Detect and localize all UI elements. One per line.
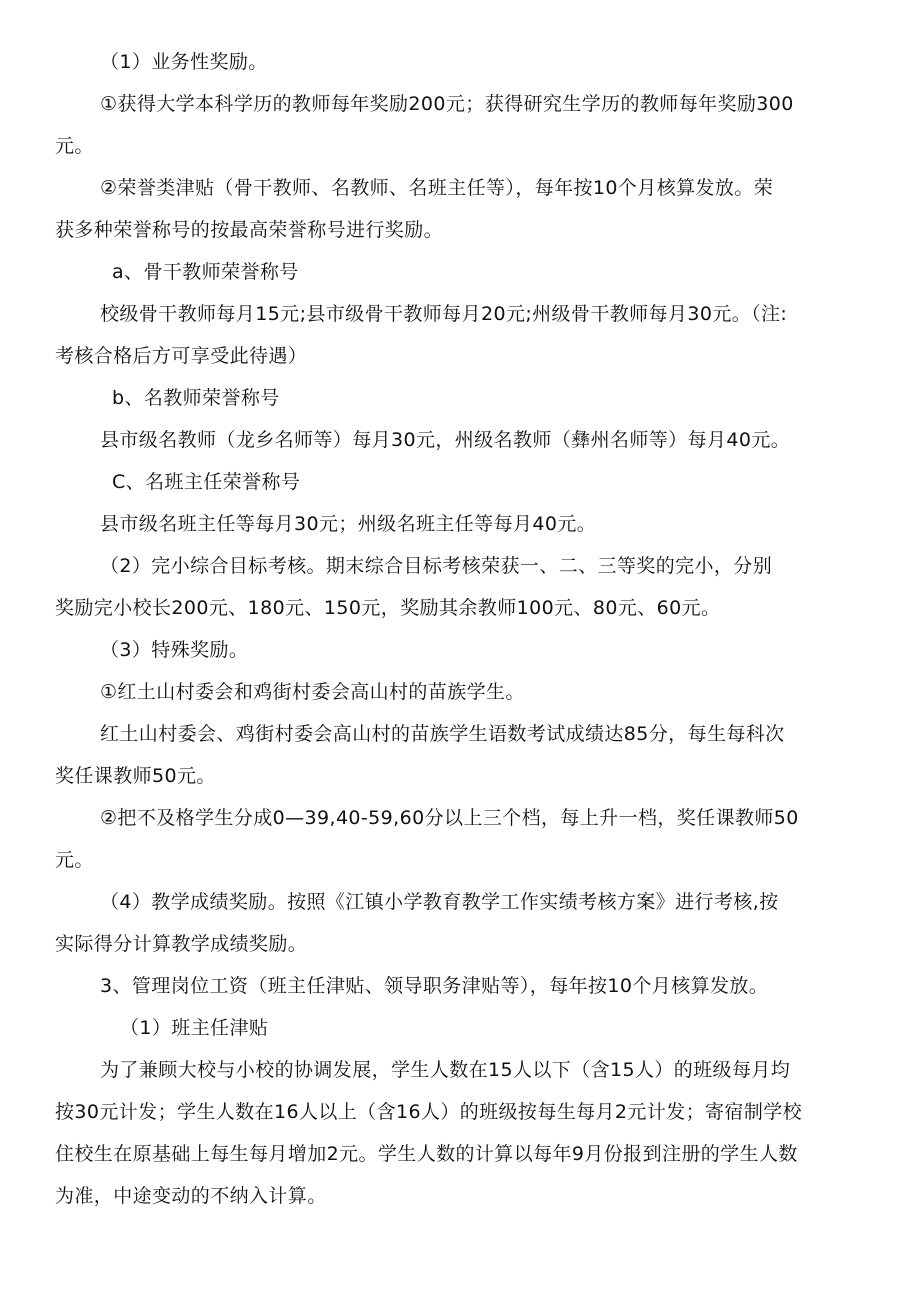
paragraph-line: 获多种荣誉称号的按最高荣誉称号进行奖励。 — [55, 219, 444, 241]
paragraph-line: ①获得大学本科学历的教师每年奖励200元；获得研究生学历的教师每年奖励300 — [100, 93, 794, 115]
subheading-c: C、名班主任荣誉称号 — [112, 471, 301, 493]
subheading-a: a、骨干教师荣誉称号 — [112, 261, 299, 283]
paragraph-line: 为准，中途变动的不纳入计算。 — [55, 1185, 327, 1207]
paragraph-line: ②把不及格学生分成0—39,40-59,60分以上三个档，每上升一档，奖任课教师50 — [100, 807, 799, 829]
paragraph-line: 县市级名教师（龙乡名师等）每月30元，州级名教师（彝州名师等）每月40元。 — [100, 429, 791, 451]
paragraph-line: 奖任课教师50元。 — [55, 765, 216, 787]
paragraph-line: 实际得分计算教学成绩奖励。 — [55, 933, 308, 955]
paragraph-line: 考核合格后方可享受此待遇） — [55, 345, 308, 367]
paragraph-line: ②荣誉类津贴（骨干教师、名教师、名班主任等），每年按10个月核算发放。荣 — [100, 177, 774, 199]
paragraph-line: 按30元计发；学生人数在16人以上（含16人）的班级按每生每月2元计发；寄宿制学校 — [55, 1101, 803, 1123]
subheading-b: b、名教师荣誉称号 — [112, 387, 280, 409]
paragraph-line: ①红土山村委会和鸡街村委会高山村的苗族学生。 — [100, 681, 525, 703]
paragraph-line: 奖励完小校长200元、180元、150元，奖励其余教师100元、80元、60元。 — [55, 597, 721, 619]
paragraph-line: 校级骨干教师每月15元;县市级骨干教师每月20元;州级骨干教师每月30元。（注: — [100, 303, 788, 325]
paragraph-line: 住校生在原基础上每生每月增加2元。学生人数的计算以每年9月份报到注册的学生人数 — [55, 1143, 798, 1165]
section-heading-management-salary: 3、管理岗位工资（班主任津贴、领导职务津贴等），每年按10个月核算发放。 — [100, 975, 769, 997]
section-heading-special-reward: （3）特殊奖励。 — [100, 639, 249, 661]
paragraph-line: 县市级名班主任等每月30元；州级名班主任等每月40元。 — [100, 513, 597, 535]
paragraph-line: 元。 — [55, 849, 94, 871]
paragraph-line: 元。 — [55, 135, 94, 157]
paragraph-line: 红土山村委会、鸡街村委会高山村的苗族学生语数考试成绩达85分，每生每科次 — [100, 723, 785, 745]
subheading-class-teacher-allowance: （1）班主任津贴 — [120, 1017, 269, 1039]
section-heading-business-reward: （1）业务性奖励。 — [100, 51, 268, 73]
paragraph-line: 为了兼顾大校与小校的协调发展，学生人数在15人以下（含15人）的班级每月均 — [100, 1059, 791, 1081]
section-heading-target-assessment: （2）完小综合目标考核。期末综合目标考核荣获一、二、三等奖的完小，分别 — [100, 555, 773, 577]
section-heading-teaching-reward: （4）教学成绩奖励。按照《江镇小学教育教学工作实绩考核方案》进行考核,按 — [100, 891, 779, 913]
